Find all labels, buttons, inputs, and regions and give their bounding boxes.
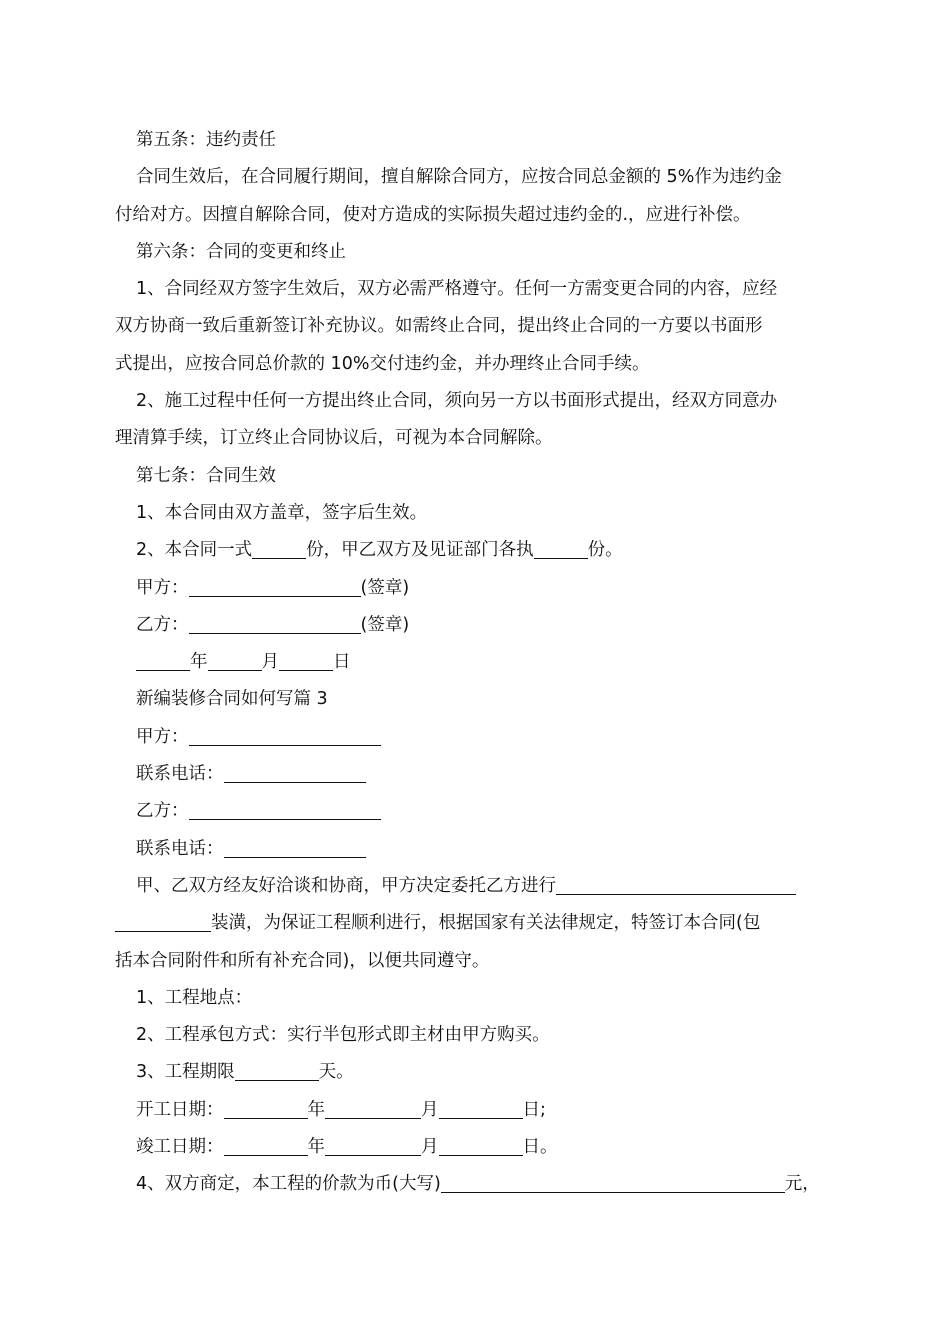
copies-line <box>0 532 950 569</box>
copies-text: 2、本合同一式 <box>136 540 253 561</box>
party-b-phone-line <box>0 831 950 868</box>
paragraph-line: 理清算手续，订立终止合同协议后，可视为本合同解除。 <box>115 428 553 449</box>
blank-field[interactable] <box>115 911 211 932</box>
paragraph-line: 1、本合同由双方盖章，签字后生效。 <box>136 502 428 523</box>
article-5-heading: 第五条：违约责任 <box>136 130 276 150</box>
blank-field[interactable] <box>189 799 381 820</box>
copies-text: 份，甲乙双方及见证部门各执 <box>306 540 534 561</box>
party-b-label: 乙方： <box>136 614 189 635</box>
date-line <box>0 644 950 681</box>
seal-label: (签章) <box>360 614 410 635</box>
month-label: 月 <box>421 1099 439 1120</box>
paragraph-line <box>0 905 950 942</box>
blank-field[interactable] <box>534 538 588 559</box>
paragraph-line: 2、施工过程中任何一方提出终止合同，须向另一方以书面形式提出，经双方同意办 <box>136 391 778 412</box>
phone-label: 联系电话： <box>136 838 224 859</box>
blank-field[interactable] <box>189 613 361 634</box>
blank-field[interactable] <box>189 725 381 746</box>
blank-field[interactable] <box>208 650 262 671</box>
date-month-label: 月 <box>261 652 279 673</box>
section-title: 新编装修合同如何写篇 3 <box>136 689 328 710</box>
party-a-label: 甲方： <box>136 577 189 598</box>
party-a-phone-line <box>0 756 950 793</box>
blank-field[interactable] <box>224 1135 308 1156</box>
paragraph-line: 双方协商一致后重新签订补充协议。如需终止合同，提出终止合同的一方要以书面形 <box>115 316 763 337</box>
blank-field[interactable] <box>441 1172 785 1193</box>
price-line <box>0 1166 950 1203</box>
start-date-label: 开工日期： <box>136 1099 224 1120</box>
party-a-label: 甲方： <box>136 726 189 747</box>
blank-field[interactable] <box>439 1135 523 1156</box>
blank-field[interactable] <box>556 874 796 895</box>
party-b-sign-line <box>0 607 950 644</box>
party-a-sign-line <box>0 570 950 607</box>
blank-field[interactable] <box>189 576 361 597</box>
blank-field[interactable] <box>224 837 366 858</box>
blank-field[interactable] <box>224 1098 308 1119</box>
blank-field[interactable] <box>279 650 333 671</box>
blank-field[interactable] <box>136 650 190 671</box>
price-unit: 元， <box>784 1174 820 1195</box>
paragraph-text: 甲、乙双方经友好洽谈和协商，甲方决定委托乙方进行 <box>136 875 556 896</box>
price-label: 4、双方商定，本工程的价款为币(大写) <box>136 1174 441 1195</box>
date-day-label: 日 <box>333 652 351 673</box>
document-body <box>0 122 950 1204</box>
month-label: 月 <box>421 1137 439 1158</box>
blank-field[interactable] <box>224 762 366 783</box>
copies-text: 份。 <box>587 540 623 561</box>
day-label: 日; <box>522 1099 546 1120</box>
end-date-line <box>0 1129 950 1166</box>
party-a-line <box>0 719 950 756</box>
year-label: 年 <box>307 1099 325 1120</box>
duration-label: 3、工程期限 <box>136 1062 235 1083</box>
article-7-heading: 第七条：合同生效 <box>136 465 276 486</box>
paragraph-line: 式提出，应按合同总价款的 10%交付违约金，并办理终止合同手续。 <box>115 353 650 374</box>
blank-field[interactable] <box>235 1060 319 1081</box>
end-date-label: 竣工日期： <box>136 1137 224 1158</box>
blank-field[interactable] <box>439 1098 523 1119</box>
blank-field[interactable] <box>252 538 306 559</box>
paragraph-line: 合同生效后，在合同履行期间，擅自解除合同方，应按合同总金额的 5%作为违约金 <box>136 167 782 188</box>
year-label: 年 <box>307 1137 325 1158</box>
day-label: 日。 <box>522 1137 558 1158</box>
paragraph-line: 括本合同附件和所有补充合同)，以便共同遵守。 <box>115 950 490 971</box>
party-b-label: 乙方： <box>136 801 189 822</box>
date-year-label: 年 <box>190 652 208 673</box>
party-b-line <box>0 793 950 830</box>
project-location-line: 1、工程地点： <box>136 987 253 1008</box>
blank-field[interactable] <box>325 1135 421 1156</box>
paragraph-line <box>0 868 950 905</box>
paragraph-text: 装潢，为保证工程顺利进行，根据国家有关法律规定，特签订本合同(包 <box>211 913 761 934</box>
blank-field[interactable] <box>325 1098 421 1119</box>
project-duration-line <box>0 1054 950 1091</box>
phone-label: 联系电话： <box>136 764 224 785</box>
start-date-line <box>0 1092 950 1129</box>
paragraph-line: 付给对方。因擅自解除合同，使对方造成的实际损失超过违约金的.，应进行补偿。 <box>115 204 751 225</box>
duration-unit: 天。 <box>318 1062 354 1083</box>
seal-label: (签章) <box>360 577 410 598</box>
article-6-heading: 第六条：合同的变更和终止 <box>136 241 346 262</box>
contract-mode-line: 2、工程承包方式：实行半包形式即主材由甲方购买。 <box>136 1025 550 1046</box>
paragraph-line: 1、合同经双方签字生效后，双方必需严格遵守。任何一方需变更合同的内容，应经 <box>136 279 778 300</box>
